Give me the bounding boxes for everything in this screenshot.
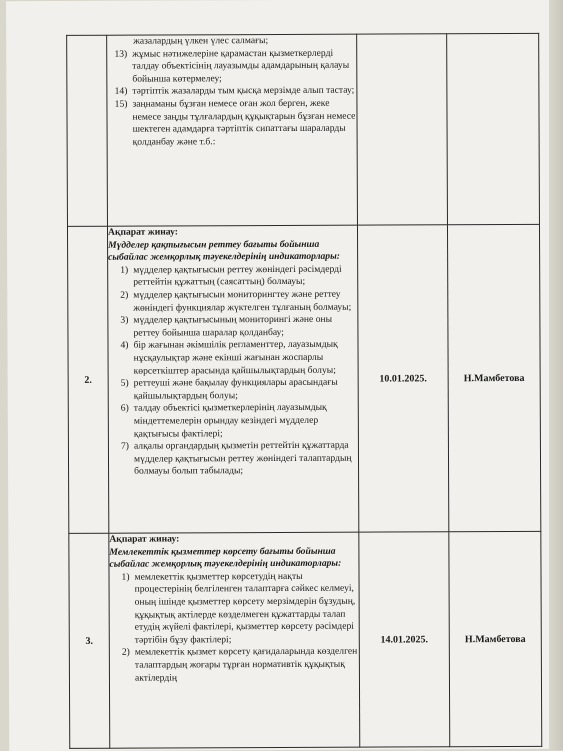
responsible-cell: Н.Мамбетова [447,224,540,531]
page-edge-shadow [549,0,563,750]
list-item [108,314,357,340]
item-text: талдау объектісі қызметкерлерінің лауазымдық міндеттемелерін орындау кезіндегі мүдделер қақтығысы фактілері; [133,402,327,440]
item-text: заңнаманы бұзған немесе оған жол берген, жеке немесе заңды тұлғалардың құқықтарын бұзған немесе шектеген адамдарға тәртіптік сипаттағы шараларды қолданбау және т.б.: [132,97,356,148]
date-cell: 14.01.2025. [359,532,450,747]
item-text: мүдделер қақтығысын реттеу жөніндегі рәсімдерді реттейтін құжаттың (саясаттың) болмауы; [133,263,342,289]
list-item [107,85,356,99]
item-text: алқалы органдардың қызметін реттейтін құжаттарда мүдделер қақтығысын реттеу жөніндегі талаптардың болмауы болып табылады; [133,439,352,477]
item-number: 15) [114,98,128,110]
item-number: 2) [120,289,129,301]
plan-table [66,33,542,749]
section-title: Мүдделер қақтығысын реттеу бағыты бойынша сыбайлас жемқорлық тәуекелдерінің индикаторлары: [108,238,340,263]
table-row-continued [67,33,540,226]
list-item [107,47,356,86]
section-title: Мемлекеттік қызметтер көрсету бағыты бойынша сыбайлас жемқорлық тәуекелдерінің индикаторлары: [109,545,342,570]
item-text: бір жағынан әкімшілік регламенттер, лауазымдық нұсқаулықтар және екінші жағынан жоспарлы көрсеткіштер арасында қайшылықтардың болуы; [133,339,338,377]
section-header: Ақпарат жинау: [109,533,180,545]
item-text: мүдделер қақтығысын мониторингтеу және реттеу жөніндегі функциялар жүктелген тұлғаның болмауы; [133,288,352,314]
list-item [110,646,359,685]
responsible-cell [447,33,540,224]
item-number: 3) [120,314,129,326]
item-number: 6) [120,402,129,415]
item-number: 7) [120,440,129,452]
list-item [108,263,357,289]
indicator-list [108,263,358,478]
responsible-cell: Н.Мамбетова [449,531,542,746]
item-number: 2) [121,647,130,659]
indicators-cell [107,225,358,533]
date-cell: 10.01.2025. [357,225,448,532]
list-item [109,440,358,479]
item-number: 1) [120,264,129,276]
date-cell [357,34,448,225]
list-item [109,570,358,647]
item-number: 1) [121,571,130,583]
paper-sheet [6,0,555,751]
list-item [109,377,358,403]
item-text: тәртіптік жазаларды тым қысқа мерзімде алып тастау; [132,85,355,98]
table-row-3 [69,531,542,748]
indicator-list [107,47,356,149]
item-number: 4) [120,340,129,352]
item-text: реттеуші және бақылау функциялары арасындағы қайшылықтардың болуы; [133,376,338,402]
item-text: мүдделер қақтығысының мониторингі және оны реттеу бойынша шаралар қолданбау; [133,313,333,339]
row-number: 3. [69,533,110,748]
item-number: 14) [114,86,128,98]
section-header: Ақпарат жинау: [107,226,179,238]
number-cell [67,35,108,226]
indicators-cell [107,34,358,226]
list-item [108,289,357,315]
item-number: 5) [120,377,129,389]
list-item [108,339,357,378]
list-item [109,402,358,441]
list-item [107,98,356,149]
table-row-2 [67,224,540,533]
lead-line: жазалардың үлкен үлес салмағы; [133,35,269,47]
row-number: 2. [67,226,108,533]
item-text: мемлекеттік қызметтер көрсетудің нақты процестерінің белгіленген талаптарға сәйкес келмеуі, оның ішінде қызметтер көрсету мерзімдерін бұзудың, құқықтық актілерде көзделмеген құжаттарды талап етудің жүйелі фактілері, қызметтер көрсету рәсімдері тәртібін бұзу фактілері; [134,570,356,646]
indicators-cell [109,532,360,748]
item-number: 13) [114,48,128,60]
item-text: мемлекеттік қызмет көрсету қағидаларында көзделген талаптардың жоғары тұрған нормативтік құқықтық актілердің [134,646,358,684]
indicator-list [109,570,358,684]
item-text: жұмыс нәтижелеріне қарамастан қызметкерлерді талдау объектісінің лауазымды адамдарының қалауы бойынша көтермелеу; [132,47,350,85]
